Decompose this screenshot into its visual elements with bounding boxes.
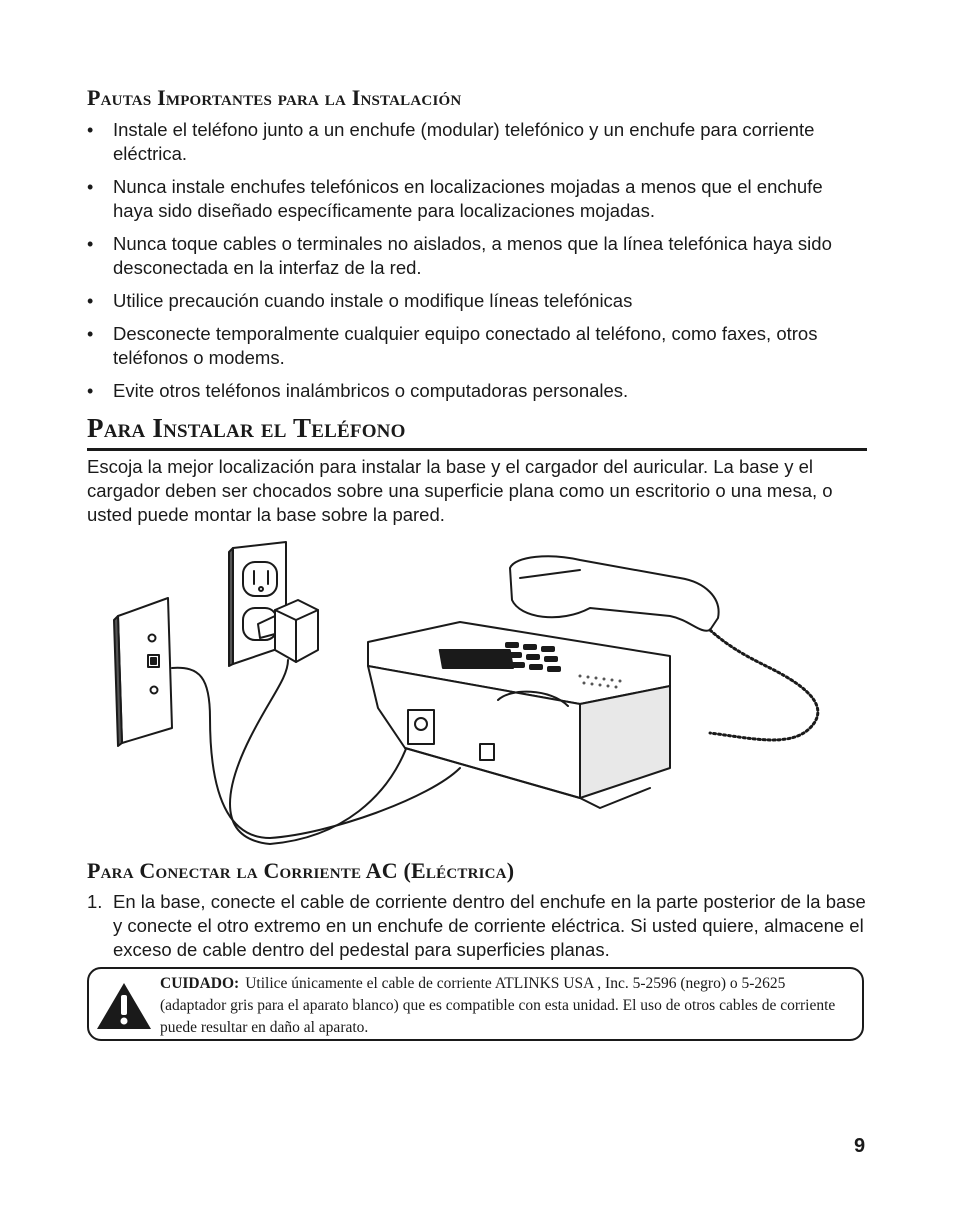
phone-installation-illustration (110, 538, 840, 855)
handset-icon (510, 556, 719, 630)
list-item (87, 289, 857, 313)
bullet-glyph: • (87, 177, 94, 197)
bullet-glyph: • (87, 291, 94, 311)
caution-text (160, 973, 850, 1039)
list-item (87, 232, 857, 280)
list-item-text: Instale el teléfono junto a un enchufe (modular) telefónico y un enchufe para corriente eléctrica. (113, 119, 815, 164)
list-item (87, 890, 867, 962)
install-intro-paragraph: Escoja la mejor localización para instalar la base y el cargador del auricular. La base y el cargador deben ser chocados sobre una superficie plana como un escritorio o una mesa, o usted puede montar la base sobre la pared. (87, 456, 833, 525)
caution-box (87, 967, 864, 1041)
page-number: 9 (854, 1135, 866, 1157)
warning-triangle-icon (95, 981, 153, 1031)
list-item-text: Utilice precaución cuando instale o modifique líneas telefónicas (113, 290, 633, 311)
installation-guidelines-list (87, 118, 857, 412)
step-text: En la base, conecte el cable de corriente dentro del enchufe en la parte posterior de la base y conecte el otro extremo en un enchufe de corriente eléctrica. Si usted quiere, almacene el exceso de cable dentro del pedestal para superficies planas. (113, 891, 866, 960)
bullet-glyph: • (87, 234, 94, 254)
list-item (87, 118, 857, 166)
section-divider (87, 448, 867, 451)
list-item (87, 379, 857, 403)
wall-phone-jack-icon (114, 598, 172, 746)
heading-para-instalar: Para Instalar el Teléfono (87, 413, 406, 443)
connect-steps-list (87, 890, 867, 962)
list-item-text: Evite otros teléfonos inalámbricos o computadoras personales. (113, 380, 629, 401)
list-item (87, 322, 857, 370)
caution-body: Utilice únicamente el cable de corriente ATLINKS USA , Inc. 5-2596 (negro) o 5-2625 (adaptador gris para el aparato blanco) que es compatible con esta unidad. El uso de otros cables de corriente puede resultar en daño al aparato. (160, 975, 836, 1036)
list-item-text: Desconecte temporalmente cualquier equipo conectado al teléfono, como faxes, otros teléfonos o modems. (113, 323, 818, 368)
list-item-text: Nunca instale enchufes telefónicos en localizaciones mojadas a menos que el enchufe haya sido diseñado específicamente para localizaciones mojadas. (113, 176, 823, 221)
caution-label: CUIDADO: (160, 975, 240, 992)
bullet-glyph: • (87, 324, 94, 344)
step-number: 1. (87, 891, 103, 912)
phone-base-icon (368, 622, 670, 808)
bullet-glyph: • (87, 120, 94, 140)
heading-para-conectar: Para Conectar la Corriente AC (Eléctrica) (87, 858, 515, 883)
bullet-glyph: • (87, 381, 94, 401)
heading-pautas-importantes: Pautas Importantes para la Instalación (87, 85, 462, 110)
list-item (87, 175, 857, 223)
list-item-text: Nunca toque cables o terminales no aislados, a menos que la línea telefónica haya sido desconectada en la interfaz de la red. (113, 233, 832, 278)
